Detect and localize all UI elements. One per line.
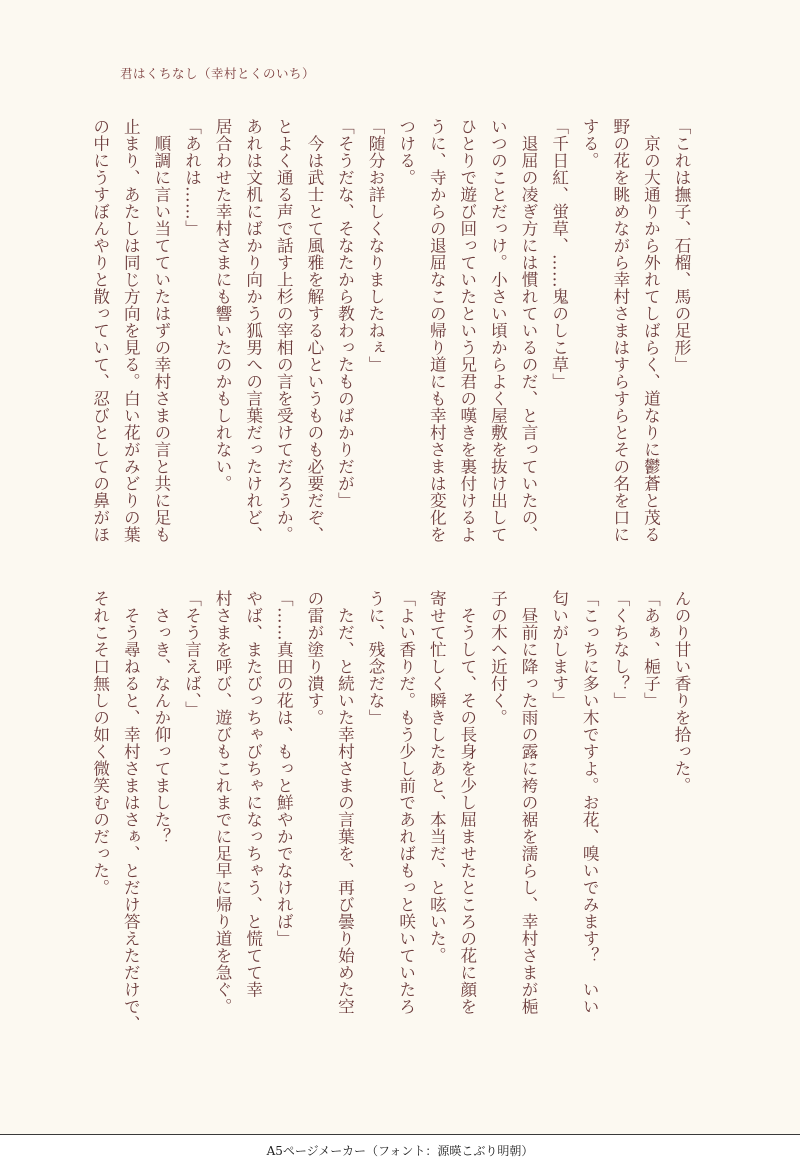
bottom-column: 「こっちに多い木ですよ。お花、嗅いでみます？ いい (580, 590, 600, 1015)
bottom-column: うに、残念だな」 (366, 590, 386, 726)
bottom-column: 「あぁ、梔子」 (641, 590, 661, 709)
top-column: ひとりで遊び回っていたという兄君の嘆きを裏付けるよ (457, 118, 477, 543)
bottom-column: 昼前に降った雨の露に袴の裾を濡らし、幸村さまが梔 (519, 590, 539, 1015)
bottom-column: ただ、と続いた幸村さまの言葉を、再び曇り始めた空 (335, 590, 355, 1015)
bottom-column: 匂いがします」 (549, 590, 569, 709)
bottom-column: 寄せて忙しく瞬きしたあと、本当だ、と呟いた。 (427, 590, 447, 964)
top-column: うに、寺からの退屈なこの帰り道にも幸村さまは変化を (427, 118, 447, 543)
top-column: 今は武士とて風雅を解する心というものも必要だぞ、 (304, 118, 324, 543)
bottom-column: んのり甘い香りを拾った。 (672, 590, 691, 794)
top-column: 野の花を眺めながら幸村さまはすらすらとその名を口に (610, 118, 630, 543)
bottom-column: 「よい香りだ。もう少し前であればもっと咲いていたろ (396, 590, 416, 1015)
top-column: 「あれは……」 (182, 118, 202, 237)
top-column: 居合わせた幸村さまにも響いたのかもしれない。 (213, 118, 233, 492)
bottom-column: やば、またびっちゃびちゃになっちゃう、と慌てて幸 (243, 590, 263, 998)
bottom-column: 「そう言えば、」 (182, 590, 202, 718)
bottom-column: の雷が塗り潰す。 (304, 590, 324, 726)
top-column: とよく通る声で話す上杉の宰相の言を受けてだろうか。 (274, 118, 294, 543)
top-column: つける。 (396, 118, 416, 186)
top-column: 「そうだな、そなたから教わったものばかりだが」 (335, 118, 355, 509)
top-column: する。 (580, 118, 600, 169)
top-column: 「千日紅、蛍草、……鬼のしこ草」 (549, 118, 569, 390)
bottom-column: 子の木へ近付く。 (488, 590, 508, 726)
bottom-column: そう尋ねると、幸村さまはさぁ、とだけ答えただけで、 (121, 590, 141, 1032)
top-column: あれは文机にばかり向かう狐男への言葉だったけれど、 (243, 118, 263, 543)
top-column: 止まり、あたしは同じ方向を見る。白い花がみどりの葉 (121, 118, 141, 543)
top-column: の中にうすぼんやりと散っていて、忍びとしての鼻がほ (90, 118, 110, 543)
bottom-column: 村さまを呼び、遊びもこれまでに足早に帰り道を急ぐ。 (213, 590, 233, 1015)
bottom-column: 「くちなし？」 (610, 590, 630, 709)
top-column: 「随分お詳しくなりましたねぇ」 (366, 118, 386, 373)
top-column: 退屈の凌ぎ方には慣れているのだ、と言っていたの、 (519, 118, 539, 543)
bottom-column: 「……真田の花は、もっと鮮やかでなければ」 (274, 590, 294, 947)
text-block-top (84, 118, 696, 576)
top-column: 順調に言い当てていたはずの幸村さまの言と共に足も (151, 118, 171, 543)
top-column: 京の大通りから外れてしばらく、道なりに鬱蒼と茂る (641, 118, 661, 543)
top-column: いつのことだっけ。小さい頃からよく屋敷を抜け出して (488, 118, 508, 543)
top-column: 「これは撫子、石榴、馬の足形」 (672, 118, 691, 373)
bottom-column: そうして、その長身を少し屈ませたところの花に顔を (457, 590, 477, 1015)
text-block-bottom (84, 590, 696, 1048)
page-footer: A5ページメーカー（フォント：源暎こぶり明朝） (266, 1144, 534, 1158)
bottom-column: それこそ口無しの如く微笑むのだった。 (90, 590, 110, 896)
bottom-column: さっき、なんか仰ってました？ (151, 590, 171, 845)
page-header: 君はくちなし（幸村とくのいち） (120, 66, 316, 81)
